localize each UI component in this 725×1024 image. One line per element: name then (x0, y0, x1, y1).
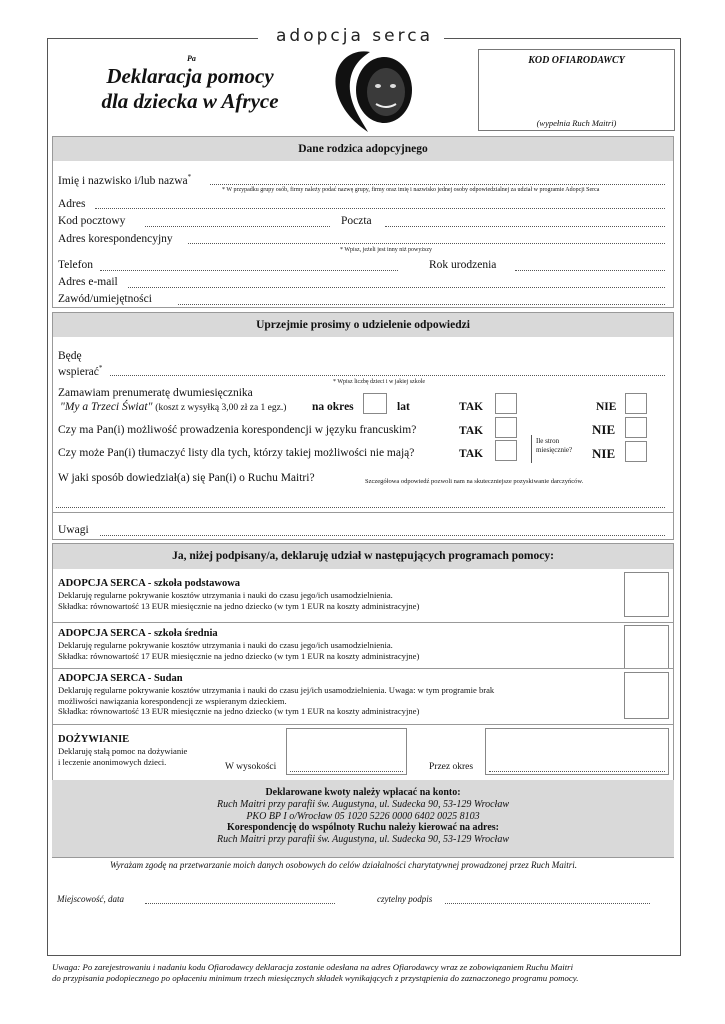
name-label-text: Imię i nazwisko i/lub nazwa (58, 174, 188, 187)
pages-monthly-label: Ile stron miesięcznie? (536, 437, 573, 454)
remarks-label: Uwagi (58, 524, 89, 536)
program-primary-line-1: Deklaruję regularne pokrywanie kosztów utrzymania i nauki do czasu jego/ich usamodzielnienia. (58, 590, 393, 600)
postal-code-label: Kod pocztowy (58, 215, 126, 227)
feeding-line-1: Deklaruję stałą pomoc na dożywianie (58, 746, 188, 756)
pages-divider (531, 435, 532, 463)
name-note: * W przypadku grupy osób, firmy należy podać nazwę grupy, firmy oraz imię i nazwisko jednej osoby odpowiedzialnej za udział w programie Adopcji Serca (222, 187, 600, 193)
corr-address-note: * Wpisz, jeżeli jest inny niż powyższy (340, 247, 433, 253)
support-label-2 (58, 364, 102, 378)
translate-no-label: NIE (592, 446, 616, 461)
name-field[interactable] (210, 184, 665, 185)
amount-field[interactable] (290, 771, 403, 772)
source-note: Szczegółowa odpowiedź pozwoli nam na skuteczniejsze pozyskiwanie darczyńców. (365, 478, 584, 485)
program-sudan-checkbox[interactable] (624, 672, 669, 719)
magazine-name: "My a Trzeci Świat" (60, 401, 153, 413)
postal-code-field[interactable] (145, 226, 330, 227)
donor-code-note: (wypełnia Ruch Maitri) (536, 118, 617, 128)
parent-section-title: Dane rodzica adopcyjnego (53, 137, 673, 161)
amount-label: W wysokości (225, 762, 277, 772)
program-sudan-line-1: Deklaruję regularne pokrywanie kosztów utrzymania i nauki do czasu jej/ich usamodzielnienia. Uwaga: w tym programie brak (58, 685, 495, 695)
program-sudan-line-2: możliwości nawiązania korespondencji ze wspieranym dzieckiem. (58, 695, 287, 706)
program-primary-checkbox[interactable] (624, 572, 669, 617)
post-office-label: Poczta (341, 215, 372, 227)
post-office-field[interactable] (385, 226, 665, 227)
payment-account: PKO BP I o/Wrocław 05 1020 5226 0000 6402 0025 8103 (246, 810, 480, 822)
translate-yes-checkbox[interactable] (495, 440, 517, 461)
subscription-no-label: NIE (596, 401, 617, 413)
subscription-years-box[interactable] (363, 393, 387, 414)
name-asterisk: * (187, 173, 192, 181)
payment-line-2: Ruch Maitri przy parafii św. Augustyna, ul. Sudecka 90, 53-129 Wrocław (216, 798, 510, 810)
page-title (76, 64, 304, 114)
payment-line-4: Korespondencję do wspólnoty Ruchu należy kierować na adres: (227, 822, 499, 834)
donor-code-box[interactable] (478, 49, 675, 131)
subscription-cost: (koszt z wysyłką 3,00 zł za 1 egz.) (155, 403, 287, 413)
program-primary-title: ADOPCJA SERCA - szkoła podstawowa (58, 578, 241, 589)
corr-address-field[interactable] (188, 243, 665, 244)
phone-label: Telefon (58, 259, 93, 271)
email-field[interactable] (128, 287, 665, 288)
program-primary-line-2: Składka: równowartość 13 EUR miesięcznie na jedno dziecko (w tym 1 EUR na koszty administracyjne) (58, 600, 420, 611)
program-divider-3 (53, 724, 673, 725)
title-prefix: Pa (187, 54, 196, 63)
place-date-field[interactable] (145, 903, 335, 904)
consent-text: Wyrażam zgodę na przetwarzanie moich danych osobowych do celów działalności charytatywnej prowadzonej przez Ruch Maitri. (110, 860, 578, 870)
program-sudan-line-3: Składka: równowartość 13 EUR miesięcznie na jedno dziecko (w tym 1 EUR na koszty administracyjne) (58, 706, 420, 716)
translate-yes-label: TAK (459, 448, 484, 460)
profession-label: Zawód/umiejętności (58, 293, 152, 305)
donor-code-title: KOD OFIARODAWCY (528, 55, 625, 66)
footer-note-line-1: Uwaga: Po zarejestrowaniu i nadaniu kodu Ofiarodawcy deklaracja zostanie odesłana na adres Ofiarodawcy wraz ze zobowiązaniem Ruchu Maitri (52, 962, 574, 972)
program-secondary-desc (58, 640, 618, 661)
subscription-yes-checkbox[interactable] (495, 393, 517, 414)
profession-field[interactable] (178, 304, 665, 305)
subscription-yes-label: TAK (459, 401, 484, 413)
program-divider-2 (53, 668, 673, 669)
french-question: Czy ma Pan(i) możliwość prowadzenia korespondencji w języku francuskim? (58, 424, 417, 436)
translate-question: Czy może Pan(i) tłumaczyć listy dla tych, którzy takiej możliwości nie mają? (58, 447, 415, 459)
source-question: W jaki sposób dowiedział(a) się Pan(i) o Ruchu Maitri? (58, 472, 315, 484)
phone-field[interactable] (100, 270, 398, 271)
footer-note-line-2: do przypisania podopiecznego po opłaceniu minimum trzech miesięcznych składek wynikających z przystąpienia do zaznaczonego programu pomocy. (52, 973, 579, 983)
support-asterisk: * (98, 364, 103, 372)
title-line-1: Deklaracja pomocy (106, 64, 274, 88)
program-sudan-title: ADOPCJA SERCA - Sudan (58, 673, 183, 684)
feeding-title: DOŻYWIANIE (58, 734, 130, 745)
support-label-1: Będę (58, 350, 82, 362)
corr-address-label: Adres korespondencyjny (58, 233, 173, 245)
title-line-2: dla dziecka w Afryce (101, 89, 279, 113)
birth-year-label: Rok urodzenia (429, 259, 497, 271)
address-label: Adres (58, 198, 86, 210)
subscription-magazine (60, 401, 286, 413)
period-label-feeding: Przez okres (429, 762, 474, 772)
answers-section-title: Uprzejmie prosimy o udzielenie odpowiedzi (53, 313, 673, 337)
payment-line-5: Ruch Maitri przy parafii św. Augustyna, ul. Sudecka 90, 53-129 Wrocław (216, 834, 510, 846)
french-no-label: NIE (592, 422, 616, 437)
answers-divider (53, 512, 673, 513)
period-label: na okres (312, 401, 354, 413)
signature-field[interactable] (445, 903, 650, 904)
heart-logo-icon (330, 48, 425, 138)
amount-input-box[interactable] (286, 728, 407, 775)
payment-line-1: Deklarowane kwoty należy wpłacać na konto: (265, 787, 461, 798)
source-field[interactable] (56, 507, 665, 508)
program-secondary-line-2: Składka: równowartość 17 EUR miesięcznie na jedno dziecko (w tym 1 EUR na koszty administracyjne) (58, 650, 420, 661)
logo-text: adopcja serca (276, 26, 433, 46)
french-yes-checkbox[interactable] (495, 417, 517, 438)
support-field[interactable] (110, 375, 665, 376)
period-input-box[interactable] (485, 728, 669, 775)
program-divider-1 (53, 622, 673, 623)
support-note: * Wpisz liczbę dzieci i w jakiej szkole (333, 379, 426, 385)
name-label (58, 173, 191, 187)
program-secondary-checkbox[interactable] (624, 625, 669, 669)
program-sudan-desc (58, 685, 618, 717)
email-label: Adres e-mail (58, 276, 118, 288)
french-no-checkbox[interactable] (625, 417, 647, 438)
translate-no-checkbox[interactable] (625, 441, 647, 462)
program-primary-desc (58, 590, 618, 611)
payment-info (52, 780, 674, 857)
feeding-desc (58, 746, 228, 767)
birth-year-field[interactable] (515, 270, 665, 271)
address-field[interactable] (95, 208, 665, 209)
remarks-field[interactable] (100, 535, 665, 536)
french-yes-label: TAK (459, 425, 484, 437)
program-secondary-title: ADOPCJA SERCA - szkoła średnia (58, 628, 218, 639)
programs-section-title: Ja, niżej podpisany/a, deklaruję udział w następujących programach pomocy: (53, 544, 673, 569)
signature-label: czytelny podpis (377, 894, 433, 904)
place-date-label: Miejscowość, data (57, 894, 124, 904)
subscription-no-checkbox[interactable] (625, 393, 647, 414)
years-label: lat (397, 401, 410, 413)
subscription-label: Zamawiam prenumeratę dwumiesięcznika (58, 387, 253, 399)
program-secondary-line-1: Deklaruję regularne pokrywanie kosztów utrzymania i nauki do czasu jego/ich usamodzielnienia. (58, 640, 393, 650)
period-field[interactable] (489, 771, 665, 772)
support-label-2-text: wspierać (58, 365, 99, 378)
feeding-line-2: i leczenie anonimowych dzieci. (58, 756, 167, 767)
